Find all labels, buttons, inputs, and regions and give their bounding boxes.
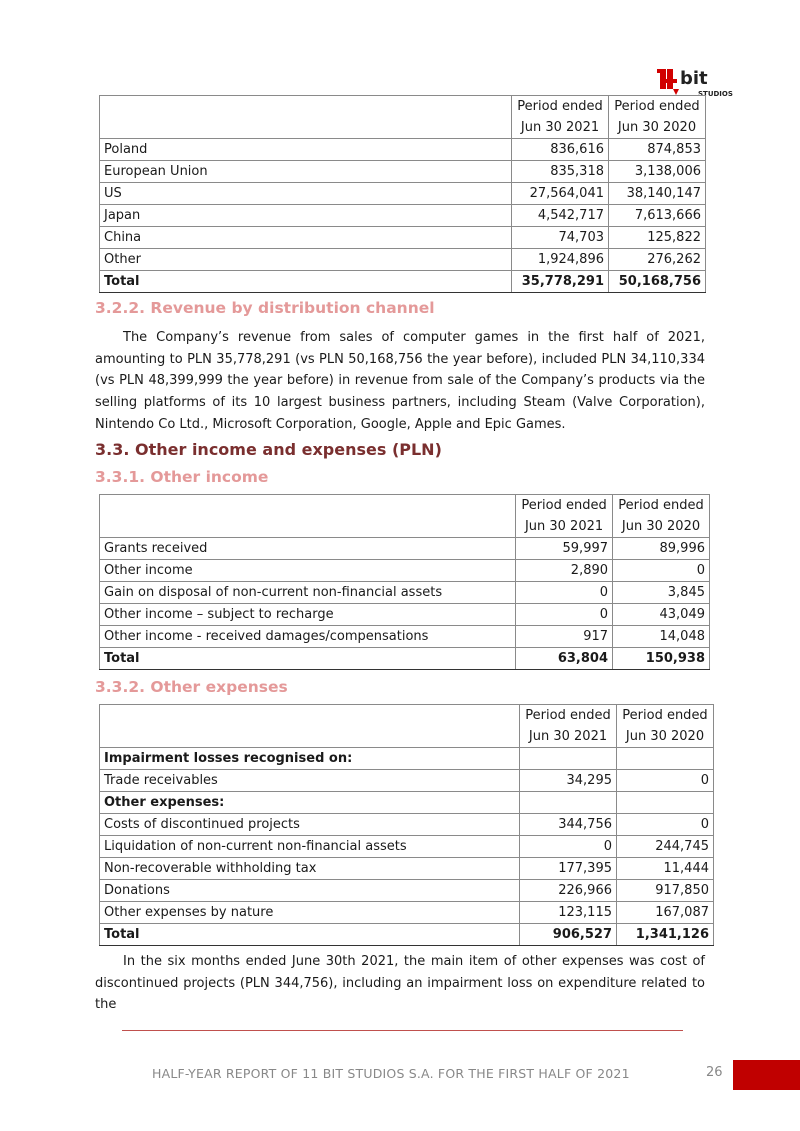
header-label-cell (100, 705, 520, 748)
paragraph-text: The Company’s revenue from sales of computer games in the first half of 2021, amounting to PLN 35,778,291 (vs PLN 50,168,756 the year before), included PLN 34,110,334 (vs PLN 48,399,999 the year before) in revenue from sale of the Company’s products via the selling platforms of its 10 largest business partners, including Steam (Valve Corporation), Nintendo Co Ltd., Microsoft Corporation, Google, Apple and Epic Games. (95, 330, 705, 432)
revenue-by-region-table (99, 95, 706, 293)
row-label: Poland (100, 139, 512, 161)
header-label-cell (100, 495, 516, 538)
value-2021: 0 (516, 582, 613, 604)
value-2021: 63,804 (516, 648, 613, 670)
row-label: Total (100, 271, 512, 293)
value-2020 (617, 748, 714, 770)
table-header-row (100, 96, 706, 118)
value-2021: 0 (516, 604, 613, 626)
row-label: Japan (100, 205, 512, 227)
section-heading-3-3: 3.3. Other income and expenses (PLN) (95, 440, 442, 459)
paragraph-text: In the six months ended June 30th 2021, the main item of other expenses was cost of discontinued projects (PLN 344,756), including an impairment loss on expenditure related to the (95, 954, 705, 1013)
table-row (100, 836, 714, 858)
row-label: Other expenses: (100, 792, 520, 814)
value-2021: 123,115 (520, 902, 617, 924)
footer-accent-bar (733, 1060, 800, 1090)
value-2021: 34,295 (520, 770, 617, 792)
value-2020: 1,341,126 (617, 924, 714, 946)
value-2020: 0 (613, 560, 710, 582)
value-2021: 226,966 (520, 880, 617, 902)
value-2020: 50,168,756 (609, 271, 706, 293)
header-cell: Jun 30 2021 (520, 726, 617, 748)
row-label: US (100, 183, 512, 205)
total-row (100, 271, 706, 293)
value-2021: 74,703 (512, 227, 609, 249)
value-2020: 11,444 (617, 858, 714, 880)
header-cell: Period ended (520, 705, 617, 727)
value-2020: 150,938 (613, 648, 710, 670)
table-row (100, 814, 714, 836)
row-label: Other income (100, 560, 516, 582)
header-cell: Jun 30 2020 (613, 516, 710, 538)
header-cell: Period ended (613, 495, 710, 517)
table-row (100, 227, 706, 249)
table-row (100, 183, 706, 205)
table-row (100, 792, 714, 814)
value-2021: 35,778,291 (512, 271, 609, 293)
value-2021: 27,564,041 (512, 183, 609, 205)
value-2020: 3,138,006 (609, 161, 706, 183)
value-2020: 874,853 (609, 139, 706, 161)
value-2020: 38,140,147 (609, 183, 706, 205)
value-2021: 177,395 (520, 858, 617, 880)
value-2021: 906,527 (520, 924, 617, 946)
row-label: Other (100, 249, 512, 271)
other-expenses-paragraph (95, 951, 705, 1016)
row-label: Total (100, 924, 520, 946)
value-2021 (520, 748, 617, 770)
other-expenses-table (99, 704, 714, 946)
value-2020: 917,850 (617, 880, 714, 902)
value-2020: 244,745 (617, 836, 714, 858)
table-row (100, 139, 706, 161)
row-label: Other income - received damages/compensations (100, 626, 516, 648)
row-label: Impairment losses recognised on: (100, 748, 520, 770)
value-2020: 3,845 (613, 582, 710, 604)
table-row (100, 902, 714, 924)
header-cell: Jun 30 2020 (617, 726, 714, 748)
header-cell: Period ended (516, 495, 613, 517)
value-2021: 835,318 (512, 161, 609, 183)
table-row (100, 538, 710, 560)
table-row (100, 604, 710, 626)
row-label: European Union (100, 161, 512, 183)
header-cell: Period ended (617, 705, 714, 727)
row-label: Donations (100, 880, 520, 902)
table-header-row (100, 705, 714, 727)
row-label: Liquidation of non-current non-financial assets (100, 836, 520, 858)
header-cell: Period ended (512, 96, 609, 118)
value-2021: 2,890 (516, 560, 613, 582)
header-cell: Jun 30 2020 (609, 117, 706, 139)
value-2020: 89,996 (613, 538, 710, 560)
logo-text: bit (680, 68, 708, 89)
footer-divider (122, 1030, 683, 1031)
section-heading-3-3-2: 3.3.2. Other expenses (95, 678, 288, 696)
value-2021: 59,997 (516, 538, 613, 560)
value-2021: 836,616 (512, 139, 609, 161)
header-label-cell (100, 96, 512, 139)
value-2020: 7,613,666 (609, 205, 706, 227)
value-2021: 4,542,717 (512, 205, 609, 227)
row-label: Other expenses by nature (100, 902, 520, 924)
footer-text: HALF-YEAR REPORT OF 11 BIT STUDIOS S.A. FOR THE FIRST HALF OF 2021 (152, 1066, 630, 1081)
table-row (100, 582, 710, 604)
value-2020: 14,048 (613, 626, 710, 648)
value-2020: 125,822 (609, 227, 706, 249)
header-cell: Jun 30 2021 (516, 516, 613, 538)
row-label: Costs of discontinued projects (100, 814, 520, 836)
value-2021 (520, 792, 617, 814)
value-2021: 917 (516, 626, 613, 648)
table-row (100, 161, 706, 183)
value-2021: 344,756 (520, 814, 617, 836)
value-2020 (617, 792, 714, 814)
table-row (100, 858, 714, 880)
total-row (100, 924, 714, 946)
value-2020: 276,262 (609, 249, 706, 271)
value-2020: 0 (617, 770, 714, 792)
value-2020: 167,087 (617, 902, 714, 924)
total-row (100, 648, 710, 670)
table-row (100, 249, 706, 271)
logo-subtext: STUDIOS (698, 90, 733, 98)
row-label: Gain on disposal of non-current non-financial assets (100, 582, 516, 604)
table-row (100, 748, 714, 770)
other-income-table (99, 494, 710, 670)
value-2020: 0 (617, 814, 714, 836)
table-row (100, 880, 714, 902)
header-cell: Jun 30 2021 (512, 117, 609, 139)
row-label: Trade receivables (100, 770, 520, 792)
distribution-channel-paragraph (95, 327, 705, 436)
header-cell: Period ended (609, 96, 706, 118)
row-label: Total (100, 648, 516, 670)
table-row (100, 770, 714, 792)
table-row (100, 626, 710, 648)
table-row (100, 205, 706, 227)
section-heading-3-2-2: 3.2.2. Revenue by distribution channel (95, 299, 435, 317)
value-2021: 0 (520, 836, 617, 858)
row-label: Grants received (100, 538, 516, 560)
page-number: 26 (706, 1065, 723, 1080)
value-2021: 1,924,896 (512, 249, 609, 271)
table-header-row (100, 495, 710, 517)
row-label: Other income – subject to recharge (100, 604, 516, 626)
row-label: Non-recoverable withholding tax (100, 858, 520, 880)
table-row (100, 560, 710, 582)
section-heading-3-3-1: 3.3.1. Other income (95, 468, 269, 486)
value-2020: 43,049 (613, 604, 710, 626)
row-label: China (100, 227, 512, 249)
